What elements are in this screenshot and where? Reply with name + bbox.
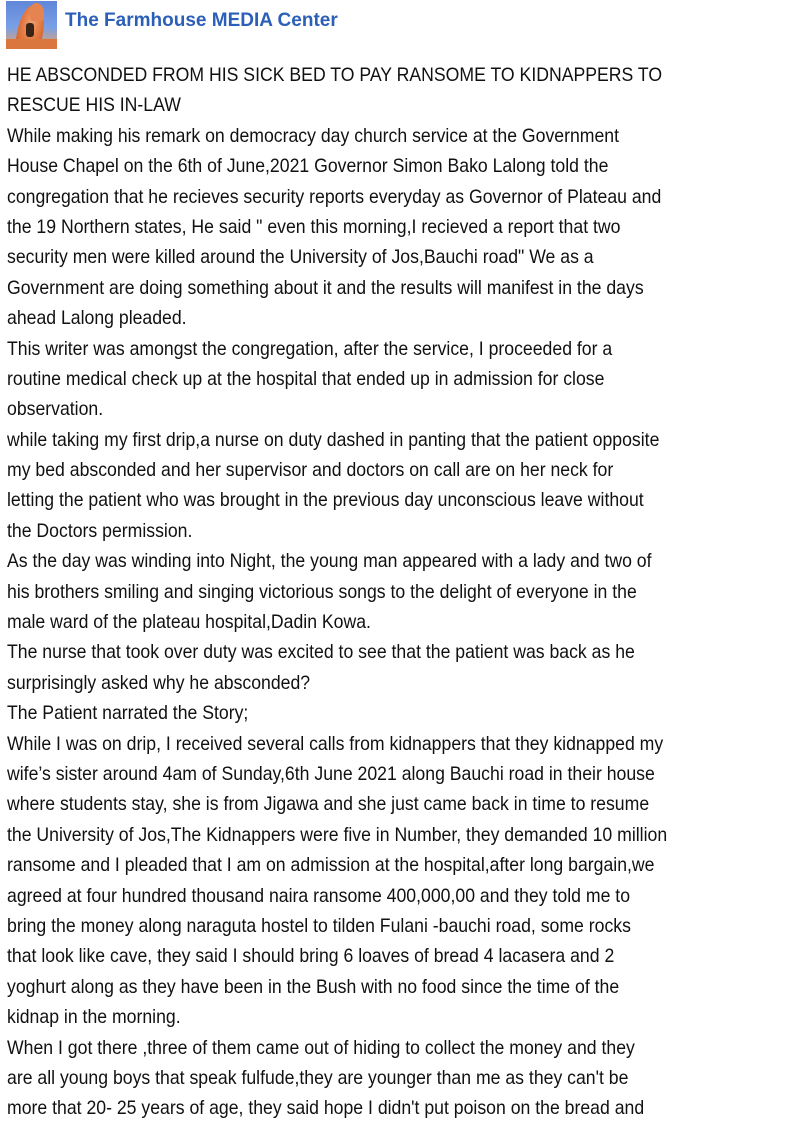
post-text-line: while taking my first drip,a nurse on duty dashed in panting that the patient opposite (7, 428, 660, 451)
post-text-line: bring the money along naraguta hostel to tilden Fulani -bauchi road, some rocks (7, 914, 631, 937)
post-text-line: While I was on drip, I received several calls from kidnappers that they kidnapped my (7, 732, 664, 755)
post-text-line: security men were killed around the University of Jos,Bauchi road" We as a (7, 246, 594, 269)
post-text-line: This writer was amongst the congregation, after the service, I proceeded for a (7, 337, 613, 360)
post-text-line: that look like cave, they said I should bring 6 loaves of bread 4 lacasera and 2 (7, 945, 615, 968)
post-text-line: surprisingly asked why he absconded? (7, 671, 311, 694)
post-text-line: As the day was winding into Night, the young man appeared with a lady and two of (7, 550, 652, 573)
post-text-line: the 19 Northern states, He said " even this morning,I recieved a report that two (7, 215, 621, 238)
post-text-line: When I got there ,three of them came out of hiding to collect the money and they (7, 1036, 635, 1059)
post-text-line: yoghurt along as they have been in the Bush with no food since the time of the (7, 975, 620, 998)
post-body (7, 60, 782, 1124)
post-text-line: agreed at four hundred thousand naira ransome 400,000,00 and they told me to (7, 884, 631, 907)
post-text-line: the Doctors permission. (7, 519, 193, 542)
post-text-line: are all young boys that speak fulfude,they are younger than me as they can't be (7, 1066, 629, 1089)
post-text-line: kidnap in the morning. (7, 1006, 181, 1029)
post-text-line: congregation that he recieves security reports everyday as Governor of Plateau and (7, 185, 662, 208)
post-text-line: While making his remark on democracy day church service at the Government (7, 124, 620, 147)
avatar-ground (6, 39, 57, 49)
page-name-link[interactable]: The Farmhouse MEDIA Center (65, 10, 338, 31)
post-text-line: routine medical check up at the hospital that ended up in admission for close (7, 367, 605, 390)
post-text-line: his brothers smiling and singing victorious songs to the delight of everyone in the (7, 580, 637, 603)
post-text-line: wife’s sister around 4am of Sunday,6th June 2021 along Bauchi road in their house (7, 762, 655, 785)
post-text-line: where students stay, she is from Jigawa and she just came back in time to resume (7, 793, 650, 816)
post-text-line: House Chapel on the 6th of June,2021 Governor Simon Bako Lalong told the (7, 155, 609, 178)
post-text-line: my bed absconded and her supervisor and doctors on call are on her neck for (7, 459, 614, 482)
post-text-line: letting the patient who was brought in the previous day unconscious leave without (7, 489, 644, 512)
post-headline-line: HE ABSCONDED FROM HIS SICK BED TO PAY RANSOME TO KIDNAPPERS TO (7, 64, 663, 86)
page-avatar[interactable] (6, 1, 57, 49)
post-headline-line: RESCUE HIS IN-LAW (7, 94, 181, 117)
post-text-line: The nurse that took over duty was excited to see that the patient was back as he (7, 641, 635, 664)
post-text-line: ahead Lalong pleaded. (7, 307, 187, 330)
post-text-line: Government are doing something about it and the results will manifest in the days (7, 276, 644, 299)
post-text-line: male ward of the plateau hospital,Dadin Kowa. (7, 611, 371, 634)
post-text-line: observation. (7, 398, 104, 421)
post-text-line: more that 20- 25 years of age, they said hope I didn't put poison on the bread and (7, 1097, 645, 1120)
avatar-figure (26, 23, 34, 37)
post-text-line: The Patient narrated the Story; (7, 702, 249, 725)
post-text-line: the University of Jos,The Kidnappers were five in Number, they demanded 10 million (7, 823, 668, 846)
post-header (0, 0, 786, 52)
post-text-line: ransome and I pleaded that I am on admission at the hospital,after long bargain,we (7, 854, 655, 877)
avatar-rock-top (30, 3, 44, 21)
